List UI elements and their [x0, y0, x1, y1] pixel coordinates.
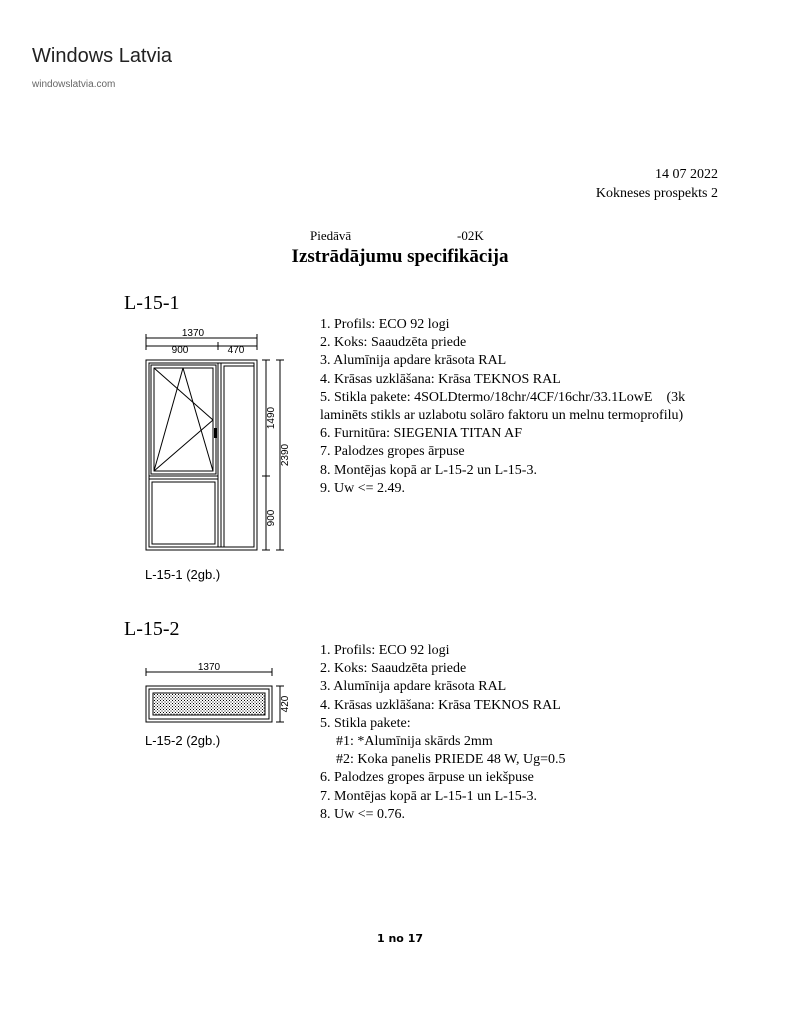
spec-line: #1: *Alumīnija skārds 2mm	[336, 734, 493, 750]
offer-code: -02K	[457, 228, 484, 243]
caption-l-15-1: L-15-1 (2gb.)	[145, 567, 221, 582]
window-drawing-l-15-1	[130, 326, 300, 558]
spec-line: 1. Profils: ECO 92 logi	[320, 317, 450, 332]
window-drawing-l-15-2	[130, 658, 300, 726]
caption-l-15-2: L-15-2 (2gb.)	[145, 733, 221, 748]
dim-total-width: 1370	[197, 662, 221, 673]
page-number: 1	[376, 932, 385, 945]
spec-line: 5. Stikla pakete: 4SOLDtermo/18chr/4CF/16chr/33.1LowE (3k	[320, 389, 686, 405]
document-date: 14 07 2022	[655, 167, 718, 182]
spec-line: 5. Stikla pakete:	[320, 715, 411, 731]
spec-line: 4. Krāsas uzklāšana: Krāsa TEKNOS RAL	[320, 697, 561, 713]
document-address: Kokneses prospekts 2	[595, 186, 718, 201]
offer-label: Piedāvā	[310, 228, 352, 243]
page-indicator	[0, 932, 800, 945]
spec-list-l-15-1	[320, 316, 740, 498]
spec-line: 3. Alumīnija apdare krāsota RAL	[320, 679, 507, 695]
spec-list-l-15-2	[320, 642, 740, 824]
item-title-l-15-1: L-15-1	[124, 292, 180, 314]
dim-height: 420	[280, 695, 291, 713]
company-url: windowslatvia.com	[32, 79, 116, 90]
spec-line: 8. Uw <= 0.76.	[320, 806, 406, 822]
spec-line: 8. Montējas kopā ar L-15-2 un L-15-3.	[320, 462, 537, 478]
spec-line: 9. Uw <= 2.49.	[320, 480, 406, 496]
spec-line: 2. Koks: Saaudzēta priede	[320, 661, 467, 677]
page-total: 17	[407, 932, 424, 945]
document-title: Izstrādājumu specifikācija	[291, 246, 509, 267]
dim-total-width: 1370	[181, 328, 205, 339]
spec-line: 4. Krāsas uzklāšana: Krāsa TEKNOS RAL	[320, 371, 561, 387]
spec-line: laminēts stikls ar uzlabotu solāro faktoru un melnu termoprofilu)	[320, 408, 684, 424]
dim-height-upper: 1490	[266, 406, 277, 430]
spec-line: 6. Furnitūra: SIEGENIA TITAN AF	[320, 426, 523, 442]
spec-line: 6. Palodzes gropes ārpuse un iekšpuse	[320, 770, 534, 786]
spec-line: 2. Koks: Saaudzēta priede	[320, 335, 467, 351]
spec-line: 1. Profils: ECO 92 logi	[320, 643, 450, 658]
spec-line: 3. Alumīnija apdare krāsota RAL	[320, 353, 507, 369]
item-title-l-15-2: L-15-2	[124, 618, 180, 640]
company-name: Windows Latvia	[32, 45, 173, 67]
spec-line: #2: Koka panelis PRIEDE 48 W, Ug=0.5	[336, 752, 566, 768]
dim-width-left: 900	[171, 345, 189, 356]
page-separator: no	[388, 932, 404, 945]
dim-height-total: 2390	[280, 443, 291, 467]
spec-line: 7. Palodzes gropes ārpuse	[320, 444, 465, 460]
spec-line: 7. Montējas kopā ar L-15-1 un L-15-3.	[320, 788, 537, 804]
dim-width-right: 470	[227, 345, 245, 356]
dim-height-lower: 900	[266, 509, 277, 527]
